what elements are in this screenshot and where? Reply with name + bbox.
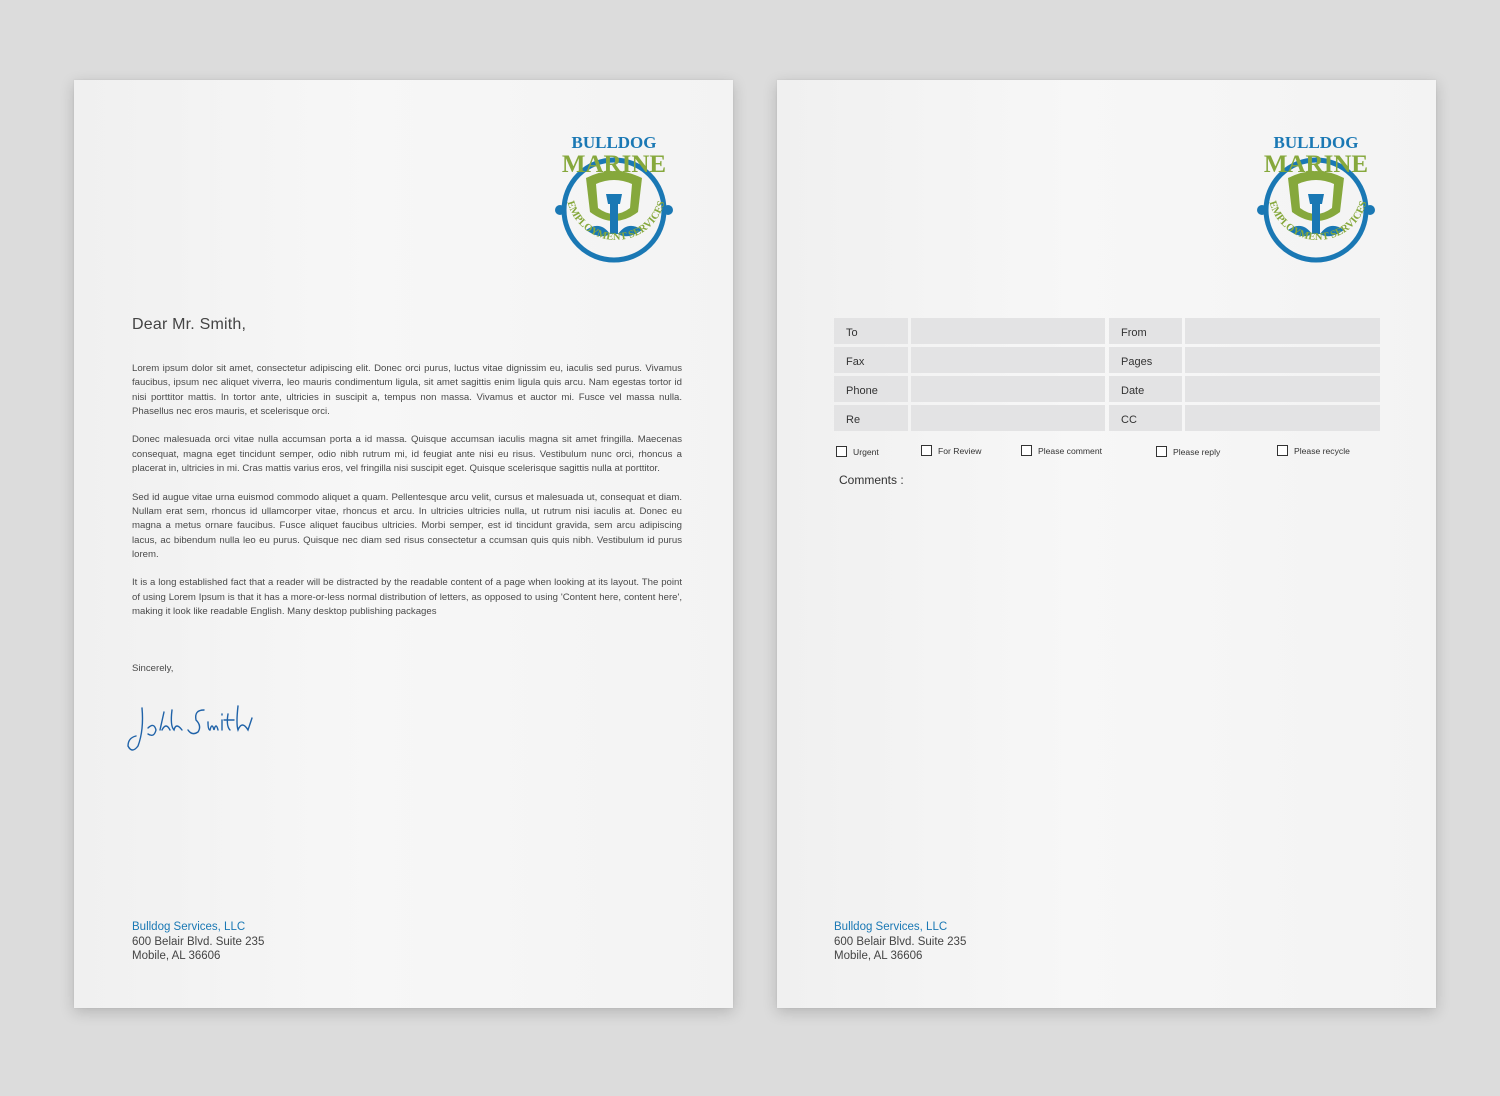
checkbox-icon[interactable] (836, 446, 847, 457)
for-review-checkbox[interactable] (921, 445, 981, 456)
letter-footer-address (132, 920, 264, 964)
company-name: Bulldog Services, LLC (834, 921, 948, 933)
letter-paragraph: Donec malesuada orci vitae nulla accumsan porta a id massa. Quisque accumsan iaculis magna sit amet fringilla. Maecenas consequat, magna eget tincidunt semper, odio nibh rutrum mi, id feugiat ante nisi eu risus. Vestibulum nunc orci, rhoncus a placerat in, ultricies in mi. Cras mattis varius eros, vel fringilla nisi suscipit eget. Quisque scelerisque sagittis nulla at porttitor. (132, 434, 682, 475)
checkbox-icon[interactable] (1156, 446, 1167, 457)
logo-text-bulldog: BULLDOG (1273, 134, 1359, 152)
urgent-checkbox[interactable] (836, 446, 879, 457)
logo-text-marine: MARINE (1263, 151, 1369, 178)
checkbox-label: Urgent (853, 446, 879, 457)
cc-label: CC (1109, 405, 1182, 431)
bulldog-marine-logo (546, 134, 682, 278)
re-field[interactable] (911, 405, 1105, 431)
please-comment-checkbox[interactable] (1021, 445, 1102, 456)
letter-greeting: Dear Mr. Smith, (132, 316, 247, 333)
letterhead-page (74, 80, 733, 1008)
logo-text-employment: EMPLOYMENT SERVICES (564, 199, 668, 244)
fax-row (834, 318, 1380, 344)
logo-text-bulldog: BULLDOG (571, 134, 657, 152)
bulldog-marine-logo (1248, 134, 1384, 278)
logo-text-employment: EMPLOYMENT SERVICES (1266, 199, 1370, 244)
fax-row (834, 376, 1380, 402)
letter-paragraph: Sed id augue vitae urna euismod commodo aliquet a quam. Pellentesque arcu velit, cursus et malesuada ut, consequat et diam. Nullam erat sem, rhoncus id ullamcorper vitae, rhoncus et arcu. In ultricies ultricies nulla, ut rutrum nisi iaculis at. Donec eu magna a metus ornare faucibus. Fusce aliquet faucibus ultricies. Morbi semper, est id tincidunt gravida, sem arcu adipiscing lacus, ac bibendum nulla leo eu purus. Quisque nec diam sed risus consectetur a ccumsan quis quis nibh. Vestibulum id purus lorem. (132, 491, 682, 560)
address-line-2: Mobile, AL 36606 (132, 950, 221, 963)
to-label: To (834, 318, 908, 344)
checkbox-icon[interactable] (921, 445, 932, 456)
phone-field[interactable] (911, 376, 1105, 402)
fax-footer-address (834, 920, 966, 964)
letter-body (132, 362, 682, 634)
fax-cover-page (777, 80, 1436, 1008)
please-reply-checkbox[interactable] (1156, 446, 1220, 457)
please-recycle-checkbox[interactable] (1277, 445, 1350, 456)
comments-label: Comments : (839, 473, 904, 487)
address-line-1: 600 Belair Blvd. Suite 235 (132, 935, 265, 948)
letter-closing: Sincerely, (132, 663, 174, 674)
pages-field[interactable] (1185, 347, 1380, 373)
checkbox-icon[interactable] (1277, 445, 1288, 456)
cc-field[interactable] (1185, 405, 1380, 431)
checkbox-icon[interactable] (1021, 445, 1032, 456)
checkbox-label: Please reply (1173, 446, 1221, 457)
date-field[interactable] (1185, 376, 1380, 402)
address-line-1: 600 Belair Blvd. Suite 235 (834, 935, 967, 948)
letter-paragraph: Lorem ipsum dolor sit amet, consectetur adipiscing elit. Donec orci purus, luctus vitae dignissim eu, iaculis sed purus. Vivamus faucibus, ipsum nec aliquet viverra, leo mauris condimentum ligula, sit amet sagittis enim ligula quis arcu. Nam egestas tortor id nisi porttitor mattis. In tortor ante, ultricies in suscipit a, tempus non massa. Vivamus et auctor mi. Fusce vel massa nulla. Phasellus nec eros mauris, et scelerisque orci. (132, 363, 682, 417)
fax-header-table (834, 318, 1380, 434)
re-label: Re (834, 405, 908, 431)
pages-label: Pages (1109, 347, 1182, 373)
date-label: Date (1109, 376, 1182, 402)
logo-text-marine: MARINE (561, 151, 667, 178)
phone-label: Phone (834, 376, 908, 402)
checkbox-label: For Review (938, 445, 982, 456)
checkbox-label: Please comment (1038, 445, 1103, 456)
from-label: From (1109, 318, 1182, 344)
fax-row (834, 405, 1380, 431)
address-line-2: Mobile, AL 36606 (834, 950, 923, 963)
fax-field[interactable] (911, 347, 1105, 373)
fax-label: Fax (834, 347, 908, 373)
letter-paragraph: It is a long established fact that a reader will be distracted by the readable content of a page when looking at its layout. The point of using Lorem Ipsum is that it has a more-or-less normal distribution of letters, as opposed to using 'Content here, content here', making it look like readable English. Many desktop publishing packages (132, 577, 682, 618)
fax-options (836, 444, 1396, 464)
checkbox-label: Please recycle (1294, 445, 1350, 456)
handwritten-signature (124, 700, 254, 760)
to-field[interactable] (911, 318, 1105, 344)
from-field[interactable] (1185, 318, 1380, 344)
fax-row (834, 347, 1380, 373)
company-name: Bulldog Services, LLC (132, 921, 246, 933)
